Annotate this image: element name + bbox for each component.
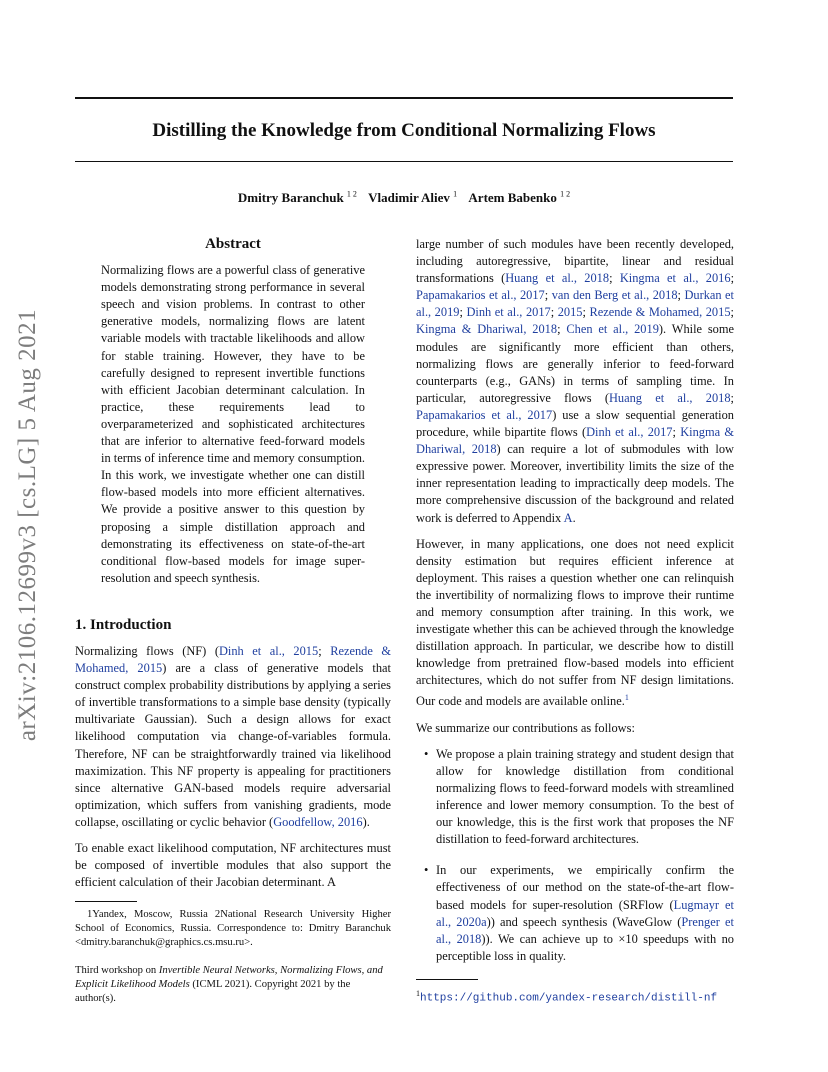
citation-link[interactable]: 2015: [557, 305, 583, 320]
text-run: )) and speech synthesis (WaveGlow (: [486, 914, 682, 929]
text-run: ). While some modules are significantly more efficient than others, normalizing flows are generally inferior to feed-forward counterparts (e.g., GANs) in terms of sampling time. In particular, autoregressive flows (: [416, 322, 735, 405]
bullet-icon: •: [424, 746, 429, 761]
footnote-marker[interactable]: 1: [624, 693, 629, 703]
workshop-note: [75, 964, 391, 1006]
author: [368, 190, 457, 205]
citation-link[interactable]: Rezende & Mohamed, 2015: [589, 305, 731, 320]
text-run: ) are a class of generative models that construct complex probability distributions by applying a series of invertible transformations to a simple base density (typically multivariate Gaussian). Such a design allows for exact likelihood computation via change-of-variables formula. Therefore, NF can be straightforwardly trained via likelihood maximization. This NF property is appealing for practitioners since alternative GAN-based models require adversarial optimization, which suffers from vanishing gradients, mode collapse, oscillating or cyclic behavior (: [75, 661, 392, 829]
text-run: .: [572, 510, 576, 525]
title-rule-top: [75, 97, 733, 99]
text-run: However, in many applications, one does not need explicit density estimation but requires efficient inference at deployment. This raises a question whether one can relinquish the invertibility of normalizing flows to improve their runtime and memory consumption after training. In this work, we investigate whether this can be achieved through the knowledge distillation approach. In particular, we describe how to distill knowledge from pretrained flow-based models into efficient architectures, which do not suffer from NF design limitations. Our code and models are available online.: [416, 536, 734, 709]
footnote-rule: [416, 979, 478, 980]
text-run: ;: [582, 305, 590, 320]
citation-link[interactable]: Prenger et al., 2018: [436, 914, 734, 946]
citation-link[interactable]: Huang et al., 2018: [505, 271, 610, 286]
intro-paragraph-2: To enable exact likelihood computation, NF architectures must be composed of invertible modules that also support the efficient calculation of their Jacobian determinant. A: [75, 841, 391, 890]
contributions-intro: We summarize our contributions as follows:: [416, 720, 635, 735]
text-run: ;: [730, 305, 734, 320]
list-item: [416, 746, 734, 849]
abstract-heading: Abstract: [205, 236, 261, 252]
text-run: We propose a plain training strategy and student design that allow for knowledge distillation from conditional normalizing flows to feed-forward models with streamlined inference and lower memory consumption. To the best of our knowledge, this is the first work that proposes the NF distillation to feed-forward architectures.: [436, 746, 734, 847]
motivation-paragraph: [416, 536, 734, 711]
text-run: ;: [609, 271, 620, 286]
text-run: ;: [677, 288, 685, 303]
author-affiliation: 1 2: [346, 190, 357, 199]
text-run: (ICML 2021). Copyright 2021 by the author(s).: [75, 979, 351, 1005]
citation-link[interactable]: van den Berg et al., 2018: [551, 288, 678, 303]
author-name: Vladimir Aliev: [368, 190, 450, 206]
text-run: ;: [459, 305, 467, 320]
text-run: ) use a slow sequential generation procedure, while bipartite flows (: [416, 407, 734, 440]
intro-paragraph-1: [75, 643, 391, 831]
author-affiliation: 1: [453, 190, 458, 199]
citation-link[interactable]: Papamakarios et al., 2017: [416, 407, 553, 422]
citation-link[interactable]: Papamakarios et al., 2017: [416, 288, 545, 303]
text-run: ;: [730, 390, 734, 405]
author: [238, 190, 357, 205]
footnote-rule: [75, 901, 137, 902]
right-column: [416, 236, 734, 1007]
text-run: ;: [672, 425, 681, 440]
arxiv-stamp: [3, 290, 53, 760]
citation-link[interactable]: Huang et al., 2018: [608, 390, 731, 405]
citation-link[interactable]: Goodfellow, 2016: [273, 814, 363, 829]
url-footnote: [416, 986, 734, 1007]
citation-link[interactable]: Durkan et al., 2019: [416, 288, 735, 320]
author-name: Artem Babenko: [468, 190, 557, 206]
repo-link[interactable]: https://github.com/yandex-research/distill-nf: [420, 992, 718, 1005]
text-run: ;: [550, 305, 558, 320]
text-run: ;: [318, 643, 331, 658]
related-work-paragraph: [416, 236, 734, 527]
author-affiliation: 1 2: [560, 190, 571, 199]
text-run: large number of such modules have been recently developed, including autoregressive, bipartite, linear and residual transformations (: [416, 237, 734, 286]
text-run: ;: [557, 322, 567, 337]
arxiv-stamp-text: arXiv:2106.12699v3 [cs.LG] 5 Aug 2021: [14, 308, 41, 742]
citation-link[interactable]: Dinh et al., 2015: [218, 643, 319, 658]
text-run: ).: [362, 814, 370, 829]
citation-link[interactable]: Lugmayr et al., 2020a: [436, 897, 734, 929]
citation-link[interactable]: Rezende & Mohamed, 2015: [75, 643, 392, 676]
citation-link[interactable]: Dinh et al., 2017: [466, 305, 551, 320]
list-item: [416, 862, 734, 965]
workshop-name: Invertible Neural Networks, Normalizing Flows, and Explicit Likelihood Models: [75, 965, 383, 991]
citation-link[interactable]: Kingma et al., 2016: [619, 271, 731, 286]
citation-link[interactable]: Dinh et al., 2017: [586, 425, 673, 440]
text-run: ;: [544, 288, 552, 303]
author-name: Dmitry Baranchuk: [237, 190, 344, 206]
bullet-icon: •: [424, 863, 429, 878]
text-run: Third workshop on: [75, 965, 159, 977]
text-run: )). We can achieve up to ×10 speedups with no perceptible loss in quality.: [436, 931, 734, 963]
text-run: Normalizing flows (NF) (: [75, 643, 219, 658]
paper-title: Distilling the Knowledge from Conditional Normalizing Flows: [152, 120, 656, 141]
text-run: In our experiments, we empirically confirm the effectiveness of our method on the state-of-the-art flow-based models for super-resolution (SRFlow (: [436, 863, 734, 912]
text-run: ) can require a lot of submodules with low expressive power. Moreover, invertibility limits the size of the inner representation leading to impractically deep models. The more comprehensive discussion of the background and related work is deferred to Appendix: [416, 442, 734, 525]
appendix-link[interactable]: A: [563, 510, 573, 525]
left-column: [75, 236, 391, 1006]
title-rule-bottom: [75, 161, 733, 162]
text-run: ;: [730, 271, 735, 286]
contributions-list: [416, 746, 734, 965]
author: [468, 190, 570, 205]
citation-link[interactable]: Kingma & Dhariwal, 2018: [416, 425, 735, 457]
intro-heading: 1. Introduction: [75, 616, 172, 633]
author-list: [75, 190, 733, 206]
citation-link[interactable]: Chen et al., 2019: [566, 322, 659, 337]
affiliation-footnote: 1Yandex, Moscow, Russia 2National Research University Higher School of Economics, Russia. Correspondence to: Dmitry Baranchuk <dmitry.baranchuk@graphics.cs.msu.ru>.: [75, 909, 391, 949]
footnote-number: 1: [416, 988, 420, 998]
citation-link[interactable]: Kingma & Dhariwal, 2018: [416, 322, 558, 337]
abstract-body: Normalizing flows are a powerful class of generative models demonstrating strong performance in several speech and vision problems. In contrast to other generative models, normalizing flows are latent variable models with tractable likelihoods and allow for stable training. However, they have to be carefully designed to represent invertible functions with efficient Jacobian determinant calculation. In practice, these requirements lead to overparameterized and sophisticated architectures that are inferior to alternative feed-forward models in terms of inference time and memory consumption. In this work, we investigate whether one can distill flow-based models into more efficient alternatives. We provide a positive answer to this question by proposing a simple distillation approach and demonstrating its effectiveness on state-of-the-art conditional flow-based models for image super-resolution and speech synthesis.: [101, 263, 365, 585]
